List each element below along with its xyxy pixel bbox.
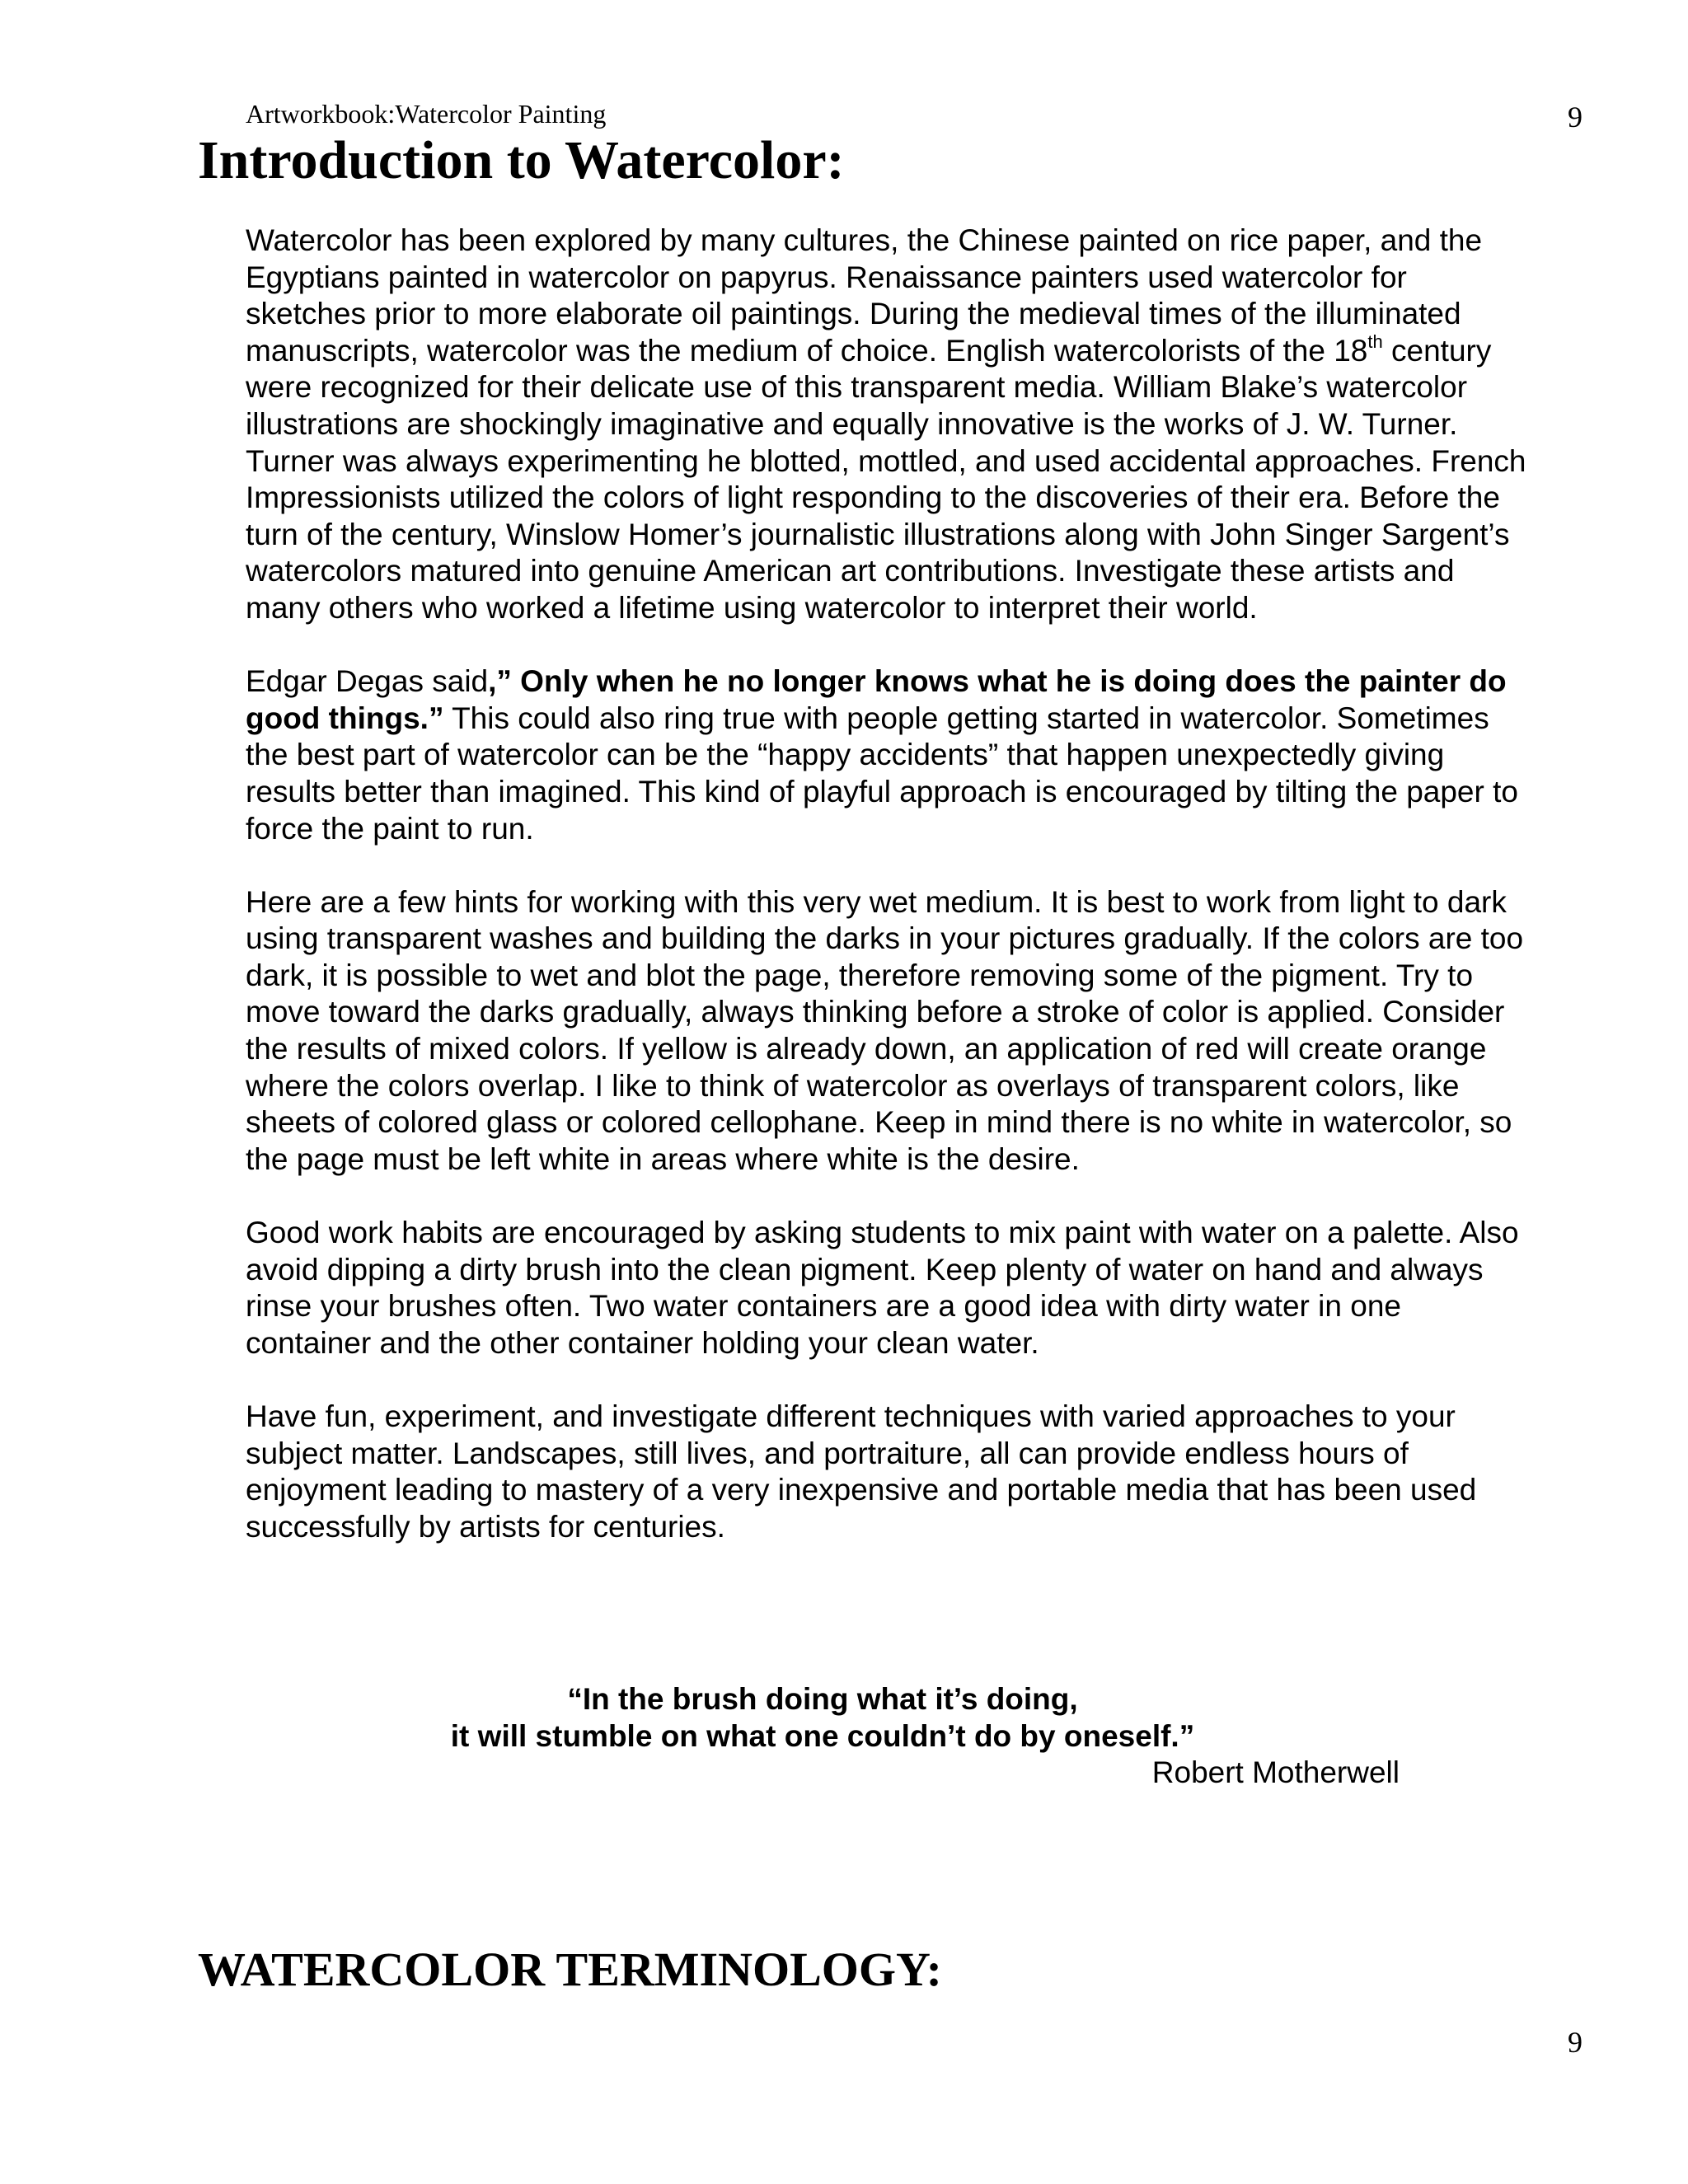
quote-line-1: “In the brush doing what it’s doing, xyxy=(567,1682,1078,1716)
paragraph-history-text-a: Watercolor has been explored by many cultures, the Chinese painted on rice paper, and the Egyptians painted in watercolor on papyrus. Renaissance painters used watercolor for sketches prior to more elaborate oil paintings. During the medieval times of the illuminated manuscripts, watercolor was the medium of choice. English watercolorists of the 18 xyxy=(246,223,1483,368)
degas-quote: ,” Only when he no longer knows what he is doing does the painter do good things.” xyxy=(246,664,1507,735)
paragraph-hints: Here are a few hints for working with this very wet medium. It is best to work from light to dark using transparent washes and building the darks in your pictures gradually. If the colors are too dark, it is possible to wet and blot the page, therefore removing some of the pigment. Try to move toward the darks gradually, always thinking before a stroke of color is applied. Consider the results of mixed colors. If yellow is already down, an application of red will create orange where the colors overlap. I like to think of watercolor as overlays of transparent colors, like sheets of colored glass or colored cellophane. Keep in mind there is no white in watercolor, so the page must be left white in areas where white is the desire. xyxy=(246,884,1524,1176)
quote-author: Robert Motherwell xyxy=(1151,1755,1400,1790)
motherwell-quote xyxy=(246,1681,1400,1792)
degas-intro: Edgar Degas said xyxy=(246,664,489,699)
paragraph-degas xyxy=(246,663,1531,847)
degas-rest: This could also ring true with people getting started in watercolor. Sometimes the best part of watercolor can be the “happy accidents” that happen unexpectedly giving results better than imagined. This kind of playful approach is encouraged by tilting the paper to force the paint to run. xyxy=(246,701,1518,846)
page-number-bottom: 9 xyxy=(1568,2026,1582,2059)
paragraph-history-text-b: century were recognized for their delicate use of this transparent media. William Blake’s watercolor illustrations are shockingly imaginative and equally innovative is the works of J. W. Turner. Turner was always experimenting he blotted, mottled, and used accidental approaches. French Impressionists utilized the colors of light responding to the discoveries of their era. Before the turn of the century, Winslow Homer’s journalistic illustrations along with John Singer Sargent’s watercolors matured into genuine American art contributions. Investigate these artists and many others who worked a lifetime using watercolor to interpret their world. xyxy=(246,333,1526,625)
paragraph-history xyxy=(246,223,1531,627)
paragraph-habits: Good work habits are encouraged by asking students to mix paint with water on a palette. Also avoid dipping a dirty brush into the clean pigment. Keep plenty of water on hand and always rinse your brushes often. Two water containers are a good idea with dirty water in one container and the other container holding your clean water. xyxy=(246,1216,1519,1360)
section-heading-terminology: WATERCOLOR TERMINOLOGY: xyxy=(198,1943,942,1996)
quote-line-2: it will stumble on what one couldn’t do by oneself.” xyxy=(450,1718,1195,1753)
ordinal-superscript: th xyxy=(1367,331,1383,353)
paragraph-fun: Have fun, experiment, and investigate different techniques with varied approaches to your subject matter. Landscapes, still lives, and portraiture, all can provide endless hours of enjoyment leading to mastery of a very inexpensive and portable media that has been used successfully by artists for centuries. xyxy=(246,1399,1477,1544)
running-header: Artworkbook:Watercolor Painting xyxy=(246,99,607,129)
intro-body xyxy=(246,223,1531,1545)
page-title: Introduction to Watercolor: xyxy=(198,130,845,190)
page-number-top: 9 xyxy=(1568,101,1582,134)
